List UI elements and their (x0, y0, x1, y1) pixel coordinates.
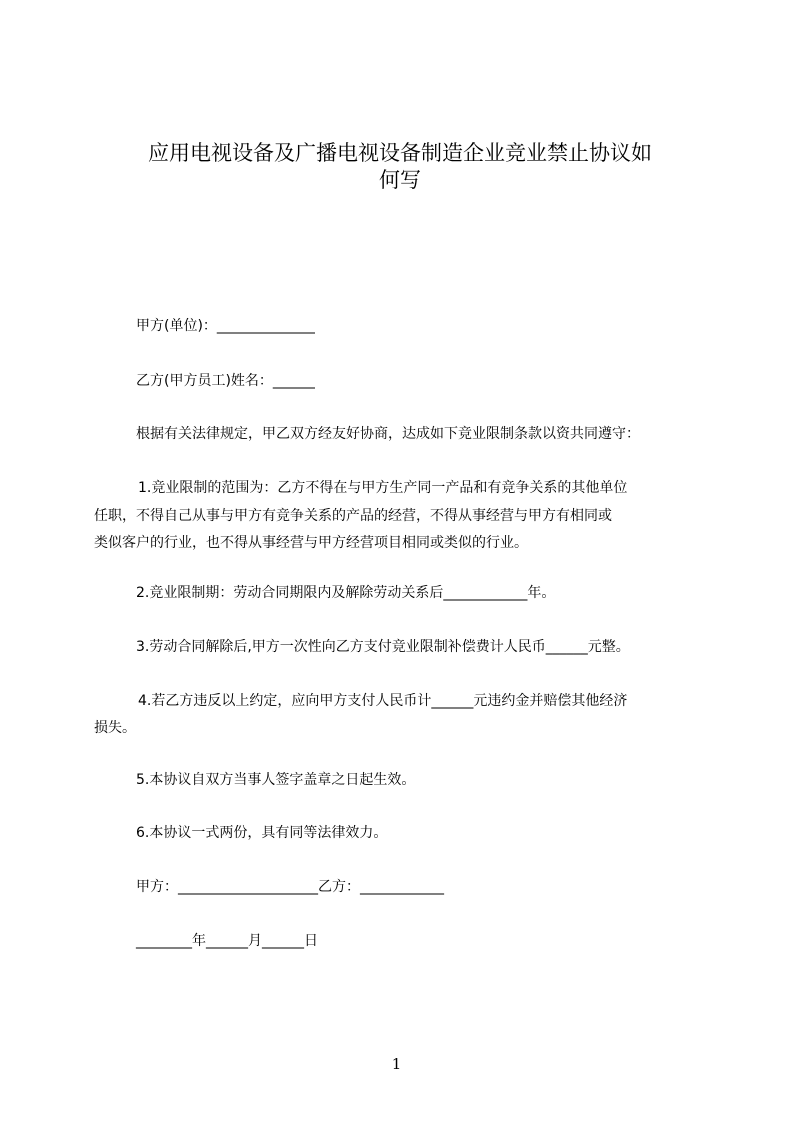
clause-4-line-2: 损失。 (94, 720, 136, 736)
clause-3: 3.劳动合同解除后,甲方一次性向乙方支付竞业限制补偿费计人民币______元整。 (136, 639, 630, 655)
signature-line: 甲方：____________________乙方：____________ (136, 879, 444, 895)
party-b-line: 乙方(甲方员工)姓名：______ (136, 373, 315, 389)
clause-6: 6.本协议一式两份，具有同等法律效力。 (136, 825, 388, 841)
clause-1-line-1: 1.竞业限制的范围为：乙方不得在与甲方生产同一产品和有竞争关系的其他单位 (138, 480, 628, 496)
clause-5: 5.本协议自双方当事人签字盖章之日起生效。 (136, 772, 416, 788)
document-title (100, 140, 700, 194)
clause-1-line-2: 任职，不得自己从事与甲方有竞争关系的产品的经营，不得从事经营与甲方有相同或 (94, 508, 612, 524)
party-a-line: 甲方(单位)：______________ (136, 318, 315, 334)
clause-1-line-3: 类似客户的行业，也不得从事经营与甲方经营项目相同或类似的行业。 (94, 535, 528, 551)
date-line: ________年______月______日 (136, 933, 318, 949)
clause-2: 2.竞业限制期：劳动合同期限内及解除劳动关系后____________年。 (136, 585, 556, 601)
clause-4-line-1: 4.若乙方违反以上约定，应向甲方支付人民币计______元违约金并赔偿其他经济 (138, 693, 628, 709)
page-number: 1 (391, 1055, 402, 1073)
title-line-2: 何写 (379, 168, 421, 192)
intro-paragraph: 根据有关法律规定，甲乙双方经友好协商，达成如下竞业限制条款以资共同遵守： (136, 426, 640, 442)
title-line-1: 应用电视设备及广播电视设备制造企业竞业禁止协议如 (148, 141, 652, 165)
